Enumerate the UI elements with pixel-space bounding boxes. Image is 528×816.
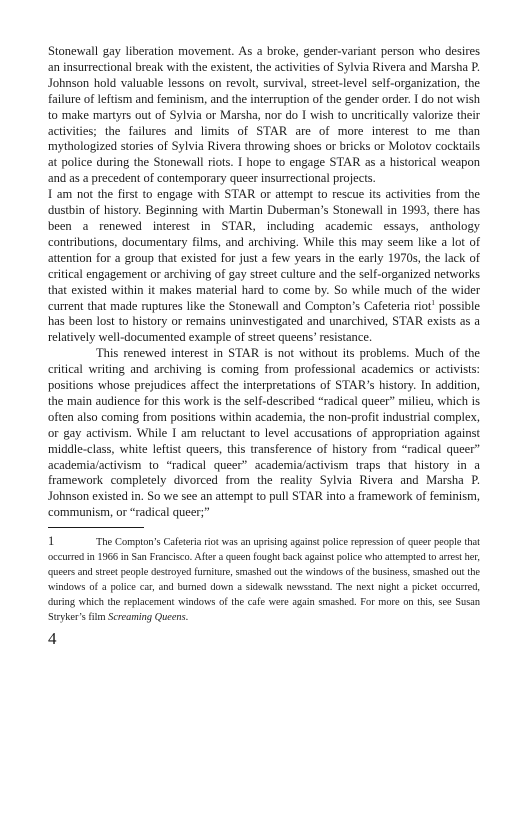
footnote-marker: 1 bbox=[431, 298, 435, 307]
footnote-end: . bbox=[185, 611, 189, 623]
page-number: 4 bbox=[48, 628, 57, 648]
body-text bbox=[48, 44, 480, 521]
footnote-number: 1 bbox=[48, 534, 55, 549]
paragraph-3: This renewed interest in STAR is not without its problems. Much of the critical writing and archiving is coming from professional academics or activists: positions whose prejudices affect the interpretations of STAR’s history. In addition, the main audience for this work is the self-described “radical queer” milieu, which is often also coming from positions within academia, the non-profit industrial complex, or gay activism. While I am reluctant to level accusations of appropriation against middle-class, white leftist queers, this transference of history from “radical queer” academia/activism to “radical queer” academia/activism traps that history in a framework completely divorced from the reality Sylvia Rivera and Marsha P. Johnson existed in. So we see an attempt to pull STAR into a framework of feminism, communism, or “radical queer;” bbox=[48, 346, 480, 520]
paragraph-2-text: I am not the first to engage with STAR or attempt to rescue its activities from the dustbin of history. Beginning with Martin Duberman’s Stonewall in 1993, there has been a renewed interest in STAR, including academic essays, anthology contributions, documentary films, and archiving. While this may seem like a lot of attention for a group that existed for just a few years in the early 1970s, the lack of critical engagement or archiving of gay street culture and the self-organized networks that existed within it makes material hard to come by. So while much of the wider current that made ruptures like the Stonewall and Compton’s Cafeteria riot bbox=[48, 187, 480, 313]
footnote bbox=[48, 534, 480, 625]
paragraph-2 bbox=[48, 187, 480, 346]
footnote-text: The Compton’s Cafeteria riot was an uprising against police repression of queer people that occurred in 1966 in San Francisco. After a queen fought back against police who attempted to arrest her, queers and street people destroyed furniture, smashed out the windows of the business, smashed out the windows of a police car, and burned down a sidewalk newsstand. The next night a picket occurred, during which the replacement windows of the cafe were again smashed. For more on this, see Susan Stryker’s film bbox=[48, 537, 480, 623]
page bbox=[48, 44, 480, 649]
paragraph-2-text-end: possible has been lost to history or remains uninvestigated and unarchived, STAR exists as a relatively well-documented example of street queens’ resistance. bbox=[48, 298, 481, 345]
footnote-film-title: Screaming Queens bbox=[108, 611, 186, 623]
footnote-divider bbox=[48, 527, 144, 528]
paragraph-1: Stonewall gay liberation movement. As a broke, gender-variant person who desires an insurrectional break with the existent, the activities of Sylvia Rivera and Marsha P. Johnson hold valuable lessons on revolt, survival, street-level self-organization, the failure of leftism and feminism, and the interruption of the gender order. I do not wish to make martyrs out of Sylvia or Marsha, nor do I wish to uncritically valorize their activities; the failures and limits of STAR are of more interest to me than mythologized stories of Sylvia Rivera throwing shoes or bricks or Molotov cocktails at police during the Stonewall riots. I hope to engage STAR as a historical weapon and as a precedent of contemporary queer insurrectional projects. bbox=[48, 44, 480, 186]
